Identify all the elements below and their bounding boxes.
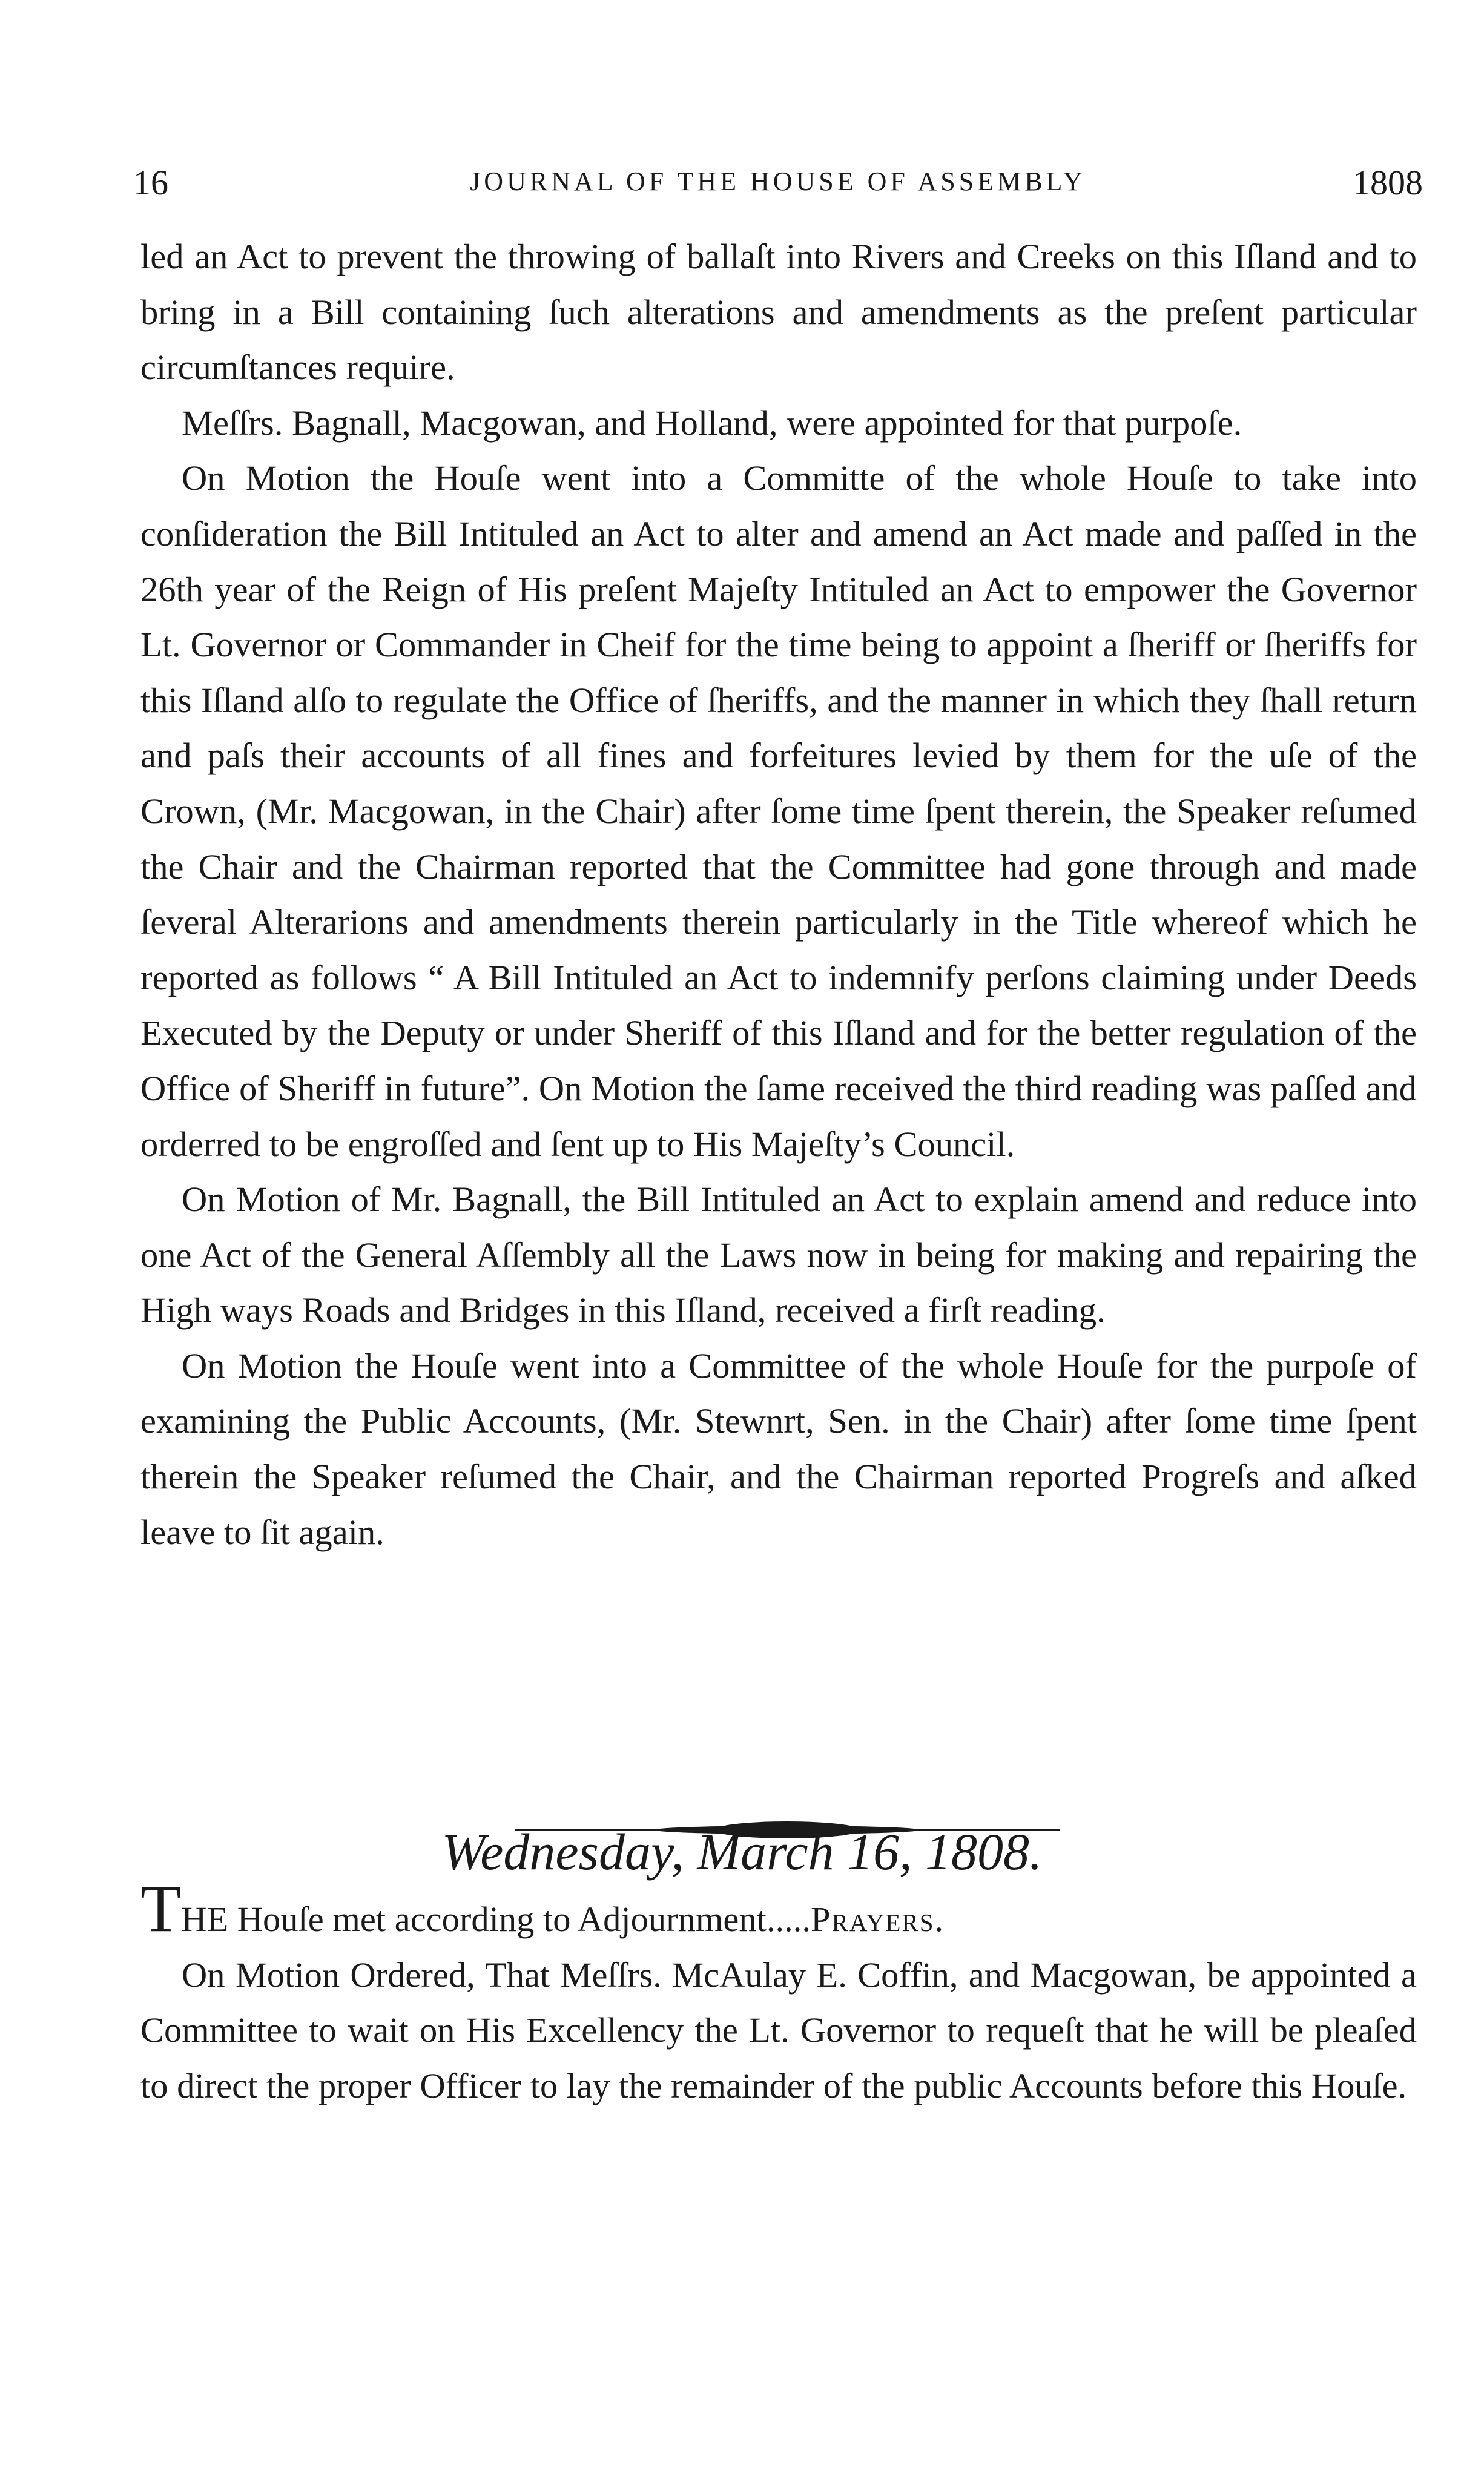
paragraph-public-accounts: On Motion the Houſe went into a Committee of the whole Houſe for the purpoſe of examining the Public Accounts, (Mr. Stewnrt, Sen. in the Chair) after ſome time ſpent therein the Speaker reſumed the Chair, and the Chairman reported Progreſs and aſked leave to ſit again. [140, 1345, 1417, 1552]
prayers-label: Prayers. [810, 1900, 945, 1939]
opening-text: HE Houſe met according to Adjournment..... [181, 1900, 811, 1939]
paragraph-continuation: led an Act to prevent the throwing of ballaſt into Rivers and Creeks on this Iſland and to bring in a Bill containing ſuch alterations and amendments as the preſent particular circumſtances require. [140, 237, 1417, 388]
session-body [140, 1872, 1417, 2113]
drop-letter: T [140, 1872, 182, 1946]
paragraph-committee-governor: On Motion Ordered, That Meſſrs. McAulay E. Coffin, and Macgowan, be appointed a Committee to wait on His Excellency the Lt. Governor to requeſt that he will be pleaſed to direct the proper Officer to lay the remainder of the public Accounts before this Houſe. [140, 1955, 1417, 2105]
paragraph-appointment: Meſſrs. Bagnall, Macgowan, and Holland, were appointed for that purpoſe. [182, 403, 1242, 443]
journal-body [140, 229, 1417, 1560]
session-opening [140, 1872, 1417, 1947]
page-number: 16 [133, 163, 168, 202]
date-heading: Wednesday, March 16, 1808. [441, 1823, 1043, 1881]
running-header [133, 162, 1423, 217]
running-title: JOURNAL OF THE HOUSE OF ASSEMBLY [470, 167, 1086, 196]
paragraph-highways-bill: On Motion of Mr. Bagnall, the Bill Intituled an Act to explain amend and reduce into one Act of the General Aſſembly all the Laws now in being for making and repairing the High ways Roads and Bridges in this Iſland, received a firſt reading. [140, 1180, 1417, 1330]
header-year: 1808 [1353, 163, 1423, 202]
paragraph-sheriff-bill: On Motion the Houſe went into a Committe of the whole Houſe to take into conſideration the Bill Intituled an Act to alter and amend an Act made and paſſed in the 26th year of the Reign of His preſent Majeſty Intituled an Act to empower the Governor Lt. Governor or Commander in Cheif for the time being to appoint a ſheriff or ſheriffs for this Iſland alſo to regulate the Office of ſheriffs, and the manner in which they ſhall return and paſs their accounts of all fines and forfeitures levied by them for the uſe of the Crown, (Mr. Macgowan, in the Chair) after ſome time ſpent therein, the Speaker reſumed the Chair and the Chairman reported that the Committee had gone through and made ſeveral Alterarions and amendments therein particularly in the Title whereof which he reported as follows “ A Bill Intituled an Act to indemnify perſons claiming under Deeds Executed by the Deputy or under Sheriff of this Iſland and for the better regulation of the Office of Sheriff in future”. On Motion the ſame received the third reading was paſſed and orderred to be engroſſed and ſent up to His Majeſty’s Council. [140, 458, 1417, 1164]
